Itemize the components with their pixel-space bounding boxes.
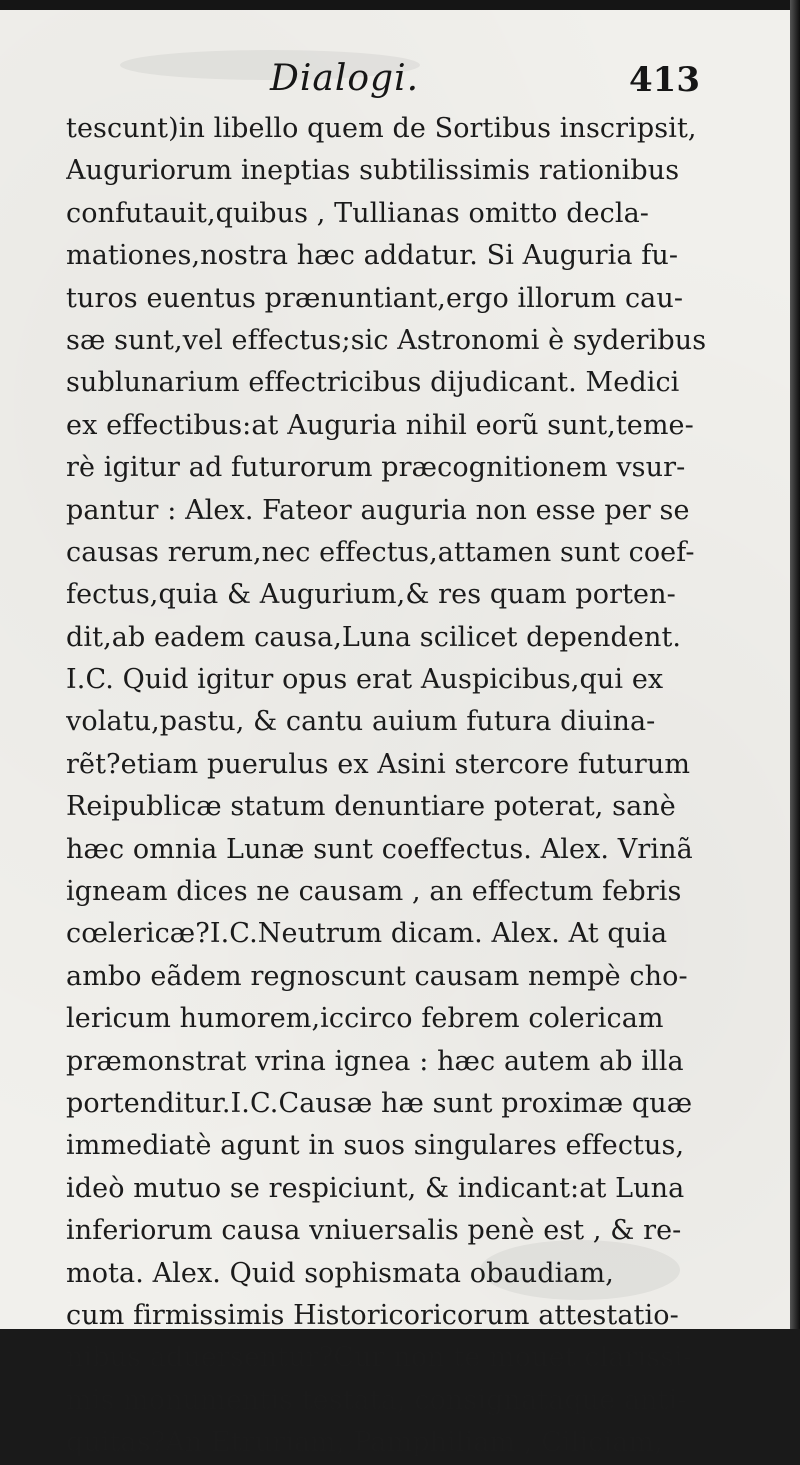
text-line: præmonstrat vrina ignea : hæc autem ab illa [66, 1045, 684, 1077]
text-line: rẽt?etiam puerulus ex Asini stercore futurum [66, 748, 691, 780]
running-title: Dialogi. [270, 58, 420, 99]
text-line: quitas?An Etruriam, Pamphiliam , Ciliciam, [66, 1427, 663, 1459]
text-line: causas rerum,nec effectus,attamen sunt coef- [66, 536, 695, 568]
text-line: igneam dices ne causam , an effectum febris [66, 876, 682, 908]
text-line: mationes,nostra hæc addatur. Si Auguria fu- [66, 240, 679, 272]
text-line: ideò mutuo se respiciunt, & indicant:at Luna [66, 1172, 685, 1204]
text-line: Auguriorum ineptias subtilissimis rationibus [66, 155, 680, 187]
text-line: sæ sunt,vel effectus;sic Astronomi è syderibus [66, 324, 706, 356]
text-line: cœlericæ?I.C.Neutrum dicam. Alex. At quia [66, 918, 668, 950]
text-line: lericum humorem,iccirco febrem colericam [66, 1003, 664, 1035]
text-line: ex effectibus:at Auguria nihil eorũ sunt,teme- [66, 409, 694, 441]
text-line: inferiorum causa vniuersalis penè est , & re- [66, 1215, 682, 1247]
text-line: I.C. Quid igitur opus erat Auspicibus,qui ex [66, 664, 664, 696]
text-line: immediatè agunt in suos singulares effectus, [66, 1130, 685, 1162]
text-line: confutauit,quibus , Tullianas omitto decla- [66, 197, 650, 229]
text-line: cum firmissimis Historicoricorum attestatio- [66, 1299, 679, 1331]
page-number: 413 [629, 60, 700, 100]
text-line: mis monumentis testata, consignataque anti- [66, 1384, 687, 1416]
text-line: Reipublicæ statum denuntiare poterat, sanè [66, 791, 676, 823]
page-edge-shadow [790, 0, 800, 1329]
text-line: portenditur.I.C.Causæ hæ sunt proximæ quæ [66, 1087, 693, 1119]
body-text [66, 108, 706, 1465]
text-line: turos euentus prænuntiant,ergo illorum cau- [66, 282, 684, 314]
text-line: tescunt)in libello quem de Sortibus inscripsit, [66, 113, 697, 144]
text-line: hæc omnia Lunæ sunt coeffectus. Alex. Vrinã [66, 833, 693, 865]
text-line: mota. Alex. Quid sophismata obaudiam, [66, 1257, 614, 1289]
text-line: fectus,quia & Augurium,& res quam porten- [66, 579, 676, 611]
text-line: pantur : Alex. Fateor auguria non esse per se [66, 494, 690, 526]
text-line: rè igitur ad futurorum præcognitionem vsur- [66, 452, 686, 484]
text-line: sublunarium effectricibus dijudicant. Medici [66, 367, 680, 399]
page-header [60, 58, 700, 108]
text-line: dit,ab eadem causa,Luna scilicet dependent. [66, 621, 682, 653]
text-line: ambo eãdem regnoscunt causam nempè cho- [66, 960, 688, 992]
book-page [0, 10, 792, 1459]
text-line: volatu,pastu, & cantu auium futura diuina- [66, 706, 656, 738]
text-line: nibus aduersentur?Cur non te mouet clarissi- [66, 1342, 693, 1374]
